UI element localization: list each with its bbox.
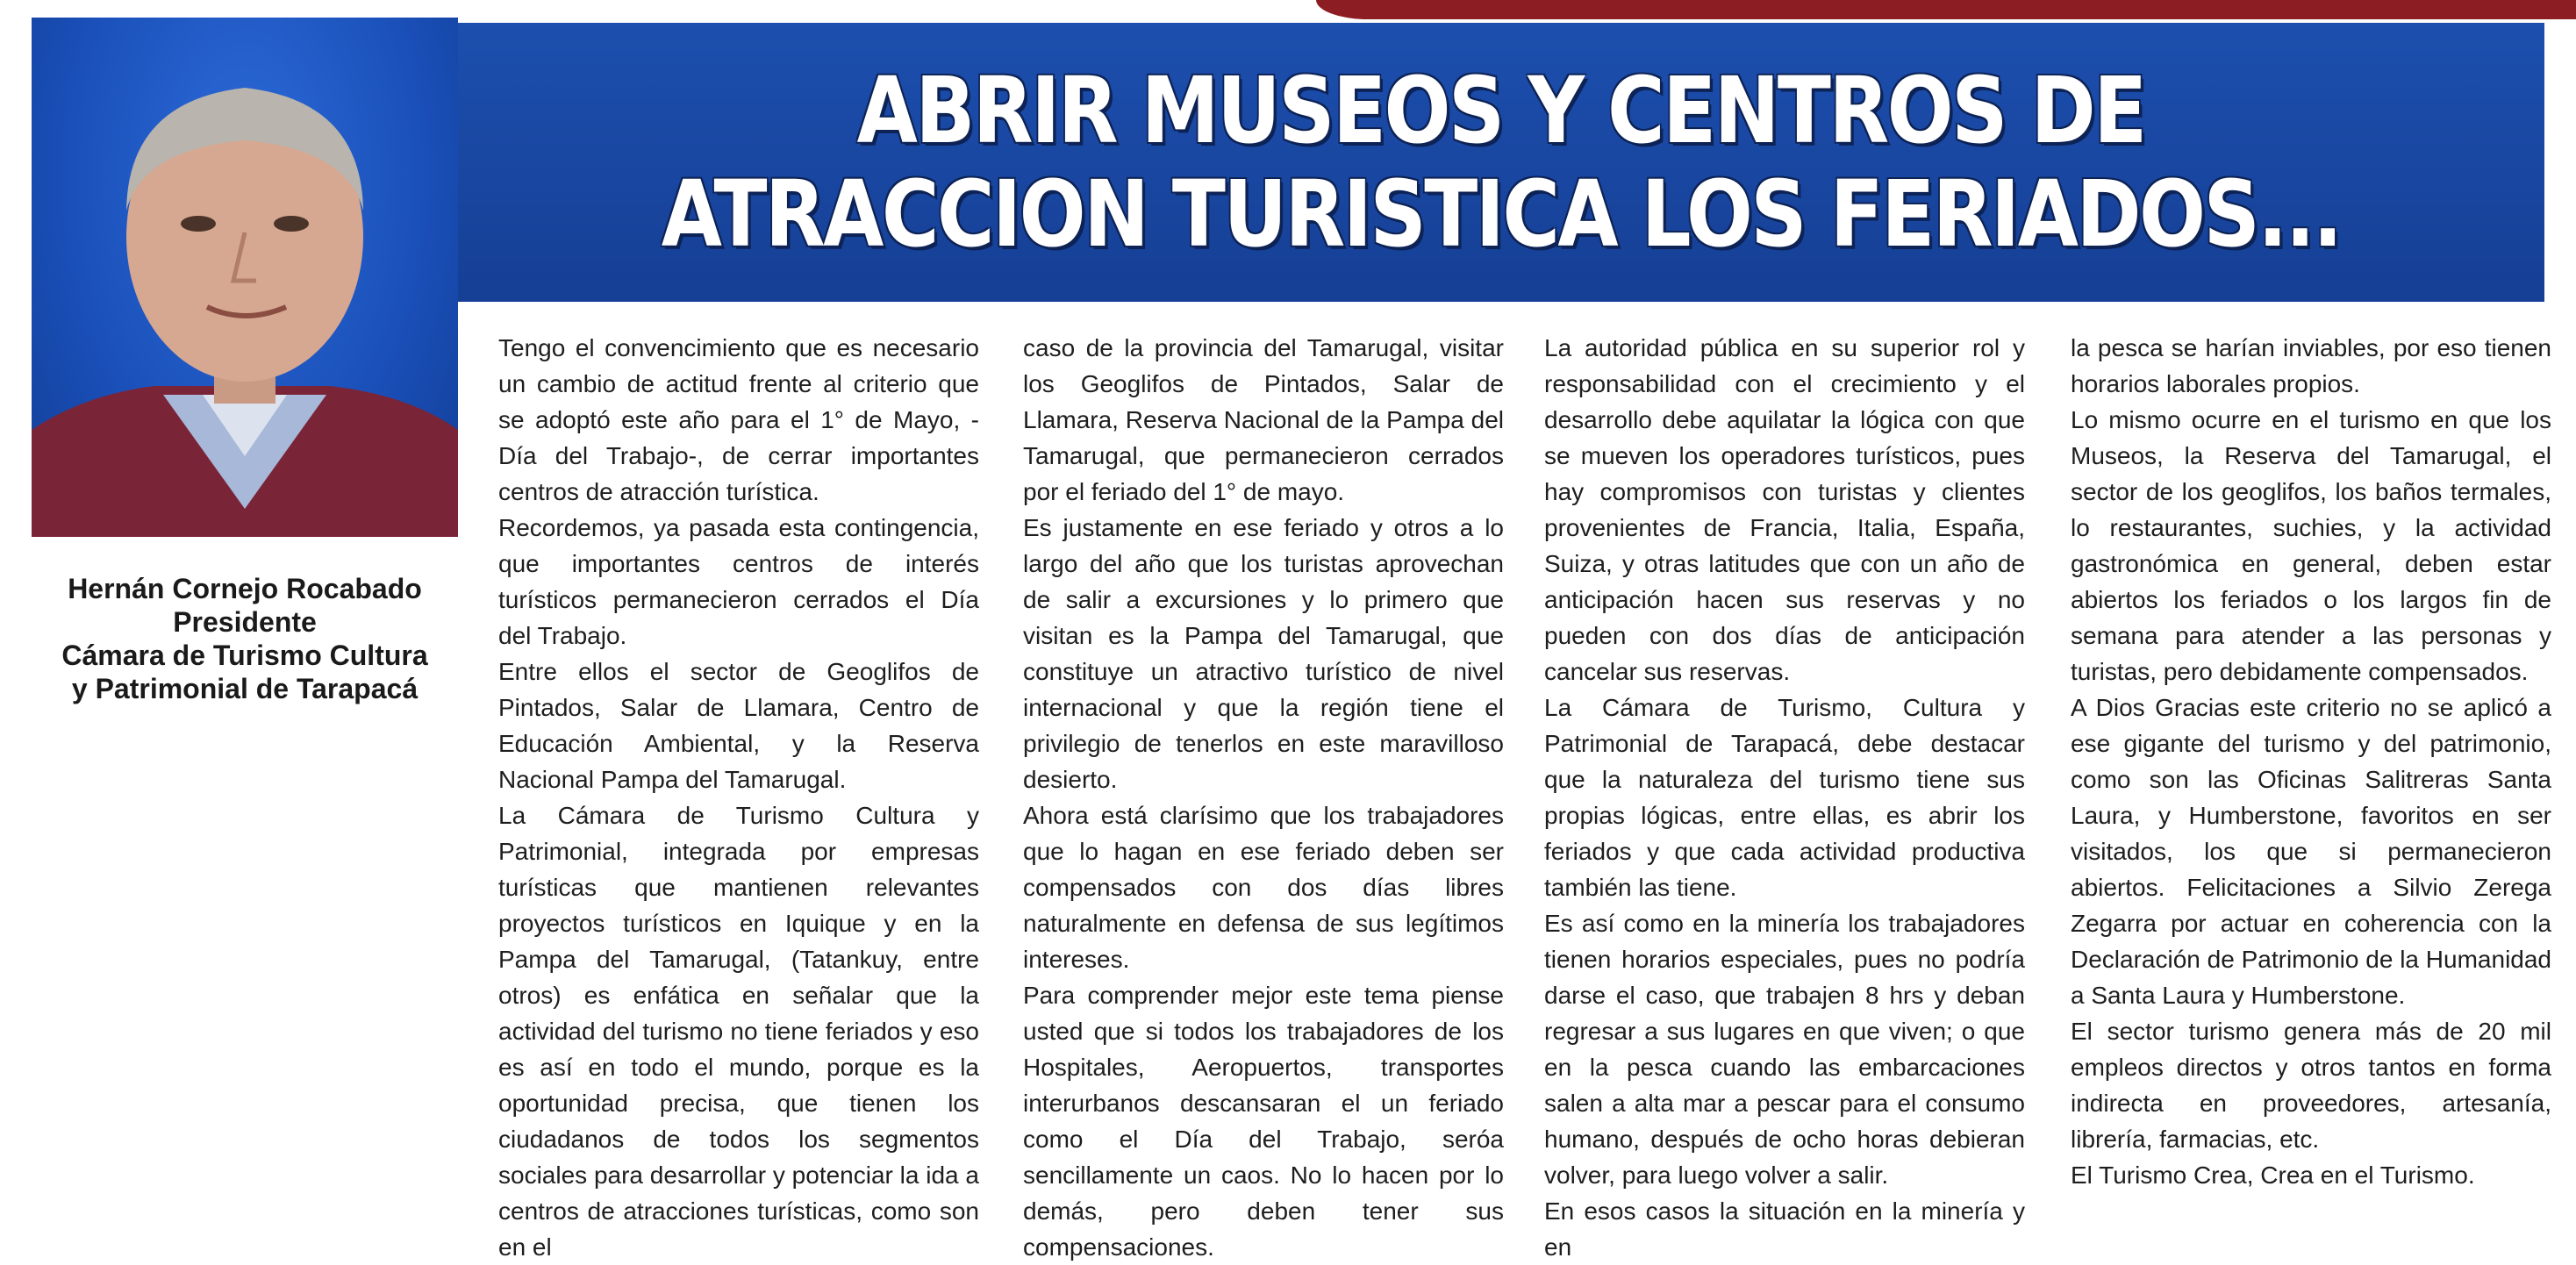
author-role: Presidente — [173, 606, 317, 638]
paragraph: El sector turismo genera más de 20 mil empleos directos y otros tantos en forma indirecta en proveedores, artesanía, librería, farmacias, etc. — [2071, 1018, 2551, 1153]
paragraph: La Cámara de Turismo, Cultura y Patrimonial de Tarapacá, debe destacar que la naturaleza del turismo tiene sus propias lógicas, entre ellas, es abrir los feriados y que cada actividad productiva también las tiene. — [1544, 694, 2025, 901]
paragraph: Lo mismo ocurre en el turismo en que los Museos, la Reserva del Tamarugal, el sector de los geoglifos, los baños termales, lo restaurantes, suchies, y la actividad gastronómica en general, deben estar abiertos los feriados o los largos fin de semana para atender a las personas y turistas, pero debidamente compensados. — [2071, 406, 2551, 685]
top-accent-bar — [1316, 0, 2576, 19]
portrait-illustration — [32, 18, 458, 537]
paragraph: la pesca se harían inviables, por eso tienen horarios laborales propios. — [2071, 334, 2551, 397]
paragraph: Es así como en la minería los trabajadores tienen horarios especiales, pues no podría darse el caso, que trabajen 8 hrs y deban regresar a sus lugares en que viven; o que en la pesca cuando las embarcaciones salen a alta mar a pescar para el consumo humano, después de ocho horas debieran volver, para luego volver a salir. — [1544, 910, 2025, 1189]
paragraph: La autoridad pública en su superior rol y responsabilidad con el crecimiento y el desarrollo debe aquilatar la lógica con que se mueven los operadores turísticos, pues hay compromisos con turistas y clientes provenientes de Francia, Italia, España, Suiza, y otras latitudes que con un año de anticipación hacen sus reservas y no pueden con dos días de anticipación cancelar sus reservas. — [1544, 334, 2025, 685]
paragraph: El Turismo Crea, Crea en el Turismo. — [2071, 1161, 2475, 1189]
headline-line1: ABRIR MUSEOS Y CENTROS DE — [856, 57, 2146, 164]
paragraph: Ahora está clarísimo que los trabajadores que lo hagan en ese feriado deben ser compensados con dos días libres naturalmente en defensa de sus legítimos intereses. — [1023, 802, 1504, 973]
paragraph: Tengo el convencimiento que es necesario un cambio de actitud frente al criterio que se adoptó este año para el 1° de Mayo, -Día del Trabajo-, de cerrar importantes centros de atracción turística. — [498, 334, 979, 505]
headline — [662, 59, 2341, 266]
paragraph: En esos casos la situación en la minería y en — [1544, 1197, 2025, 1261]
author-org-line1: Cámara de Turismo Cultura — [61, 640, 428, 671]
headline-line2: ATRACCION TURISTICA LOS FERIADOS... — [662, 161, 2341, 268]
paragraph: Para comprender mejor este tema piense usted que si todos los trabajadores de los Hospitales, Aeropuertos, transportes interurbanos descansaran el un feriado como el Día del Trabajo, seróa sencillamente un caos. No lo hacen por lo demás, pero deben tener sus compensaciones. — [1023, 982, 1504, 1261]
author-caption — [32, 572, 458, 705]
article-column-1 — [498, 330, 979, 1261]
article-column-4 — [2071, 330, 2551, 1189]
paragraph: Entre ellos el sector de Geoglifos de Pintados, Salar de Llamara, Centro de Educación Ambiental, y la Reserva Nacional Pampa del Tamarugal. — [498, 658, 979, 793]
article-column-3 — [1544, 330, 2025, 1261]
author-photo — [32, 18, 458, 537]
paragraph: A Dios Gracias este criterio no se aplicó a ese gigante del turismo y del patrimonio, como son las Oficinas Salitreras Santa Laura, y Humberstone, favoritos en ser visitados, los que si permanecieron abiertos. Felicitaciones a Silvio Zerega Zegarra por actuar en coherencia con la Declaración de Patrimonio de la Humanidad a Santa Laura y Humberstone. — [2071, 694, 2551, 1009]
author-org-line2: y Patrimonial de Tarapacá — [71, 673, 419, 704]
headline-banner — [458, 23, 2544, 302]
paragraph: caso de la provincia del Tamarugal, visitar los Geoglifos de Pintados, Salar de Llamara, Reserva Nacional de la Pampa del Tamarugal, que permanecieron cerrados por el feriado del 1° de mayo. — [1023, 334, 1504, 505]
paragraph: Recordemos, ya pasada esta contingencia, que importantes centros de interés turísticos permanecieron cerrados el Día del Trabajo. — [498, 514, 979, 649]
paragraph: La Cámara de Turismo Cultura y Patrimonial, integrada por empresas turísticas que mantienen relevantes proyectos turísticos en Iquique y en la Pampa del Tamarugal, (Tatankuy, entre otros) es enfática en señalar que la actividad del turismo no tiene feriados y eso es así en todo el mundo, porque es la oportunidad precisa, que tienen los ciudadanos de todos los segmentos sociales para desarrollar y potenciar la ida a centros de atracciones turísticas, como son en el — [498, 802, 979, 1261]
paragraph: Es justamente en ese feriado y otros a lo largo del año que los turistas aprovechan de salir a excursiones y lo primero que visitan es la Pampa del Tamarugal, que constituye un atractivo turístico de nivel internacional y que la región tiene el privilegio de tenerlos en este maravilloso desierto. — [1023, 514, 1504, 793]
author-name: Hernán Cornejo Rocabado — [68, 573, 422, 604]
article-column-2 — [1023, 330, 1504, 1261]
